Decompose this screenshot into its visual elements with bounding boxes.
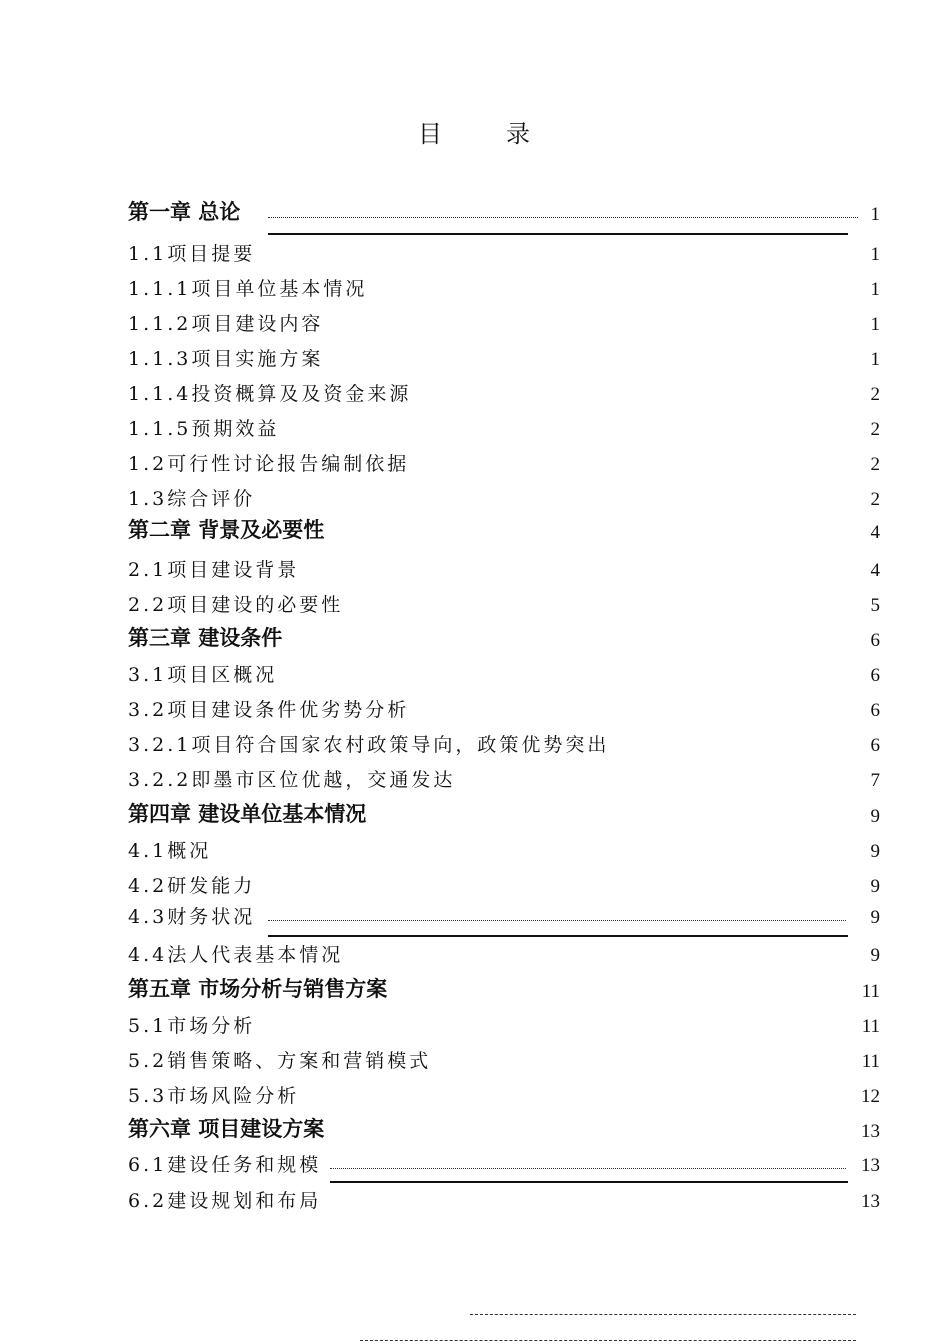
toc-entry[interactable] xyxy=(128,661,880,691)
toc-entry-page: 9 xyxy=(870,806,880,827)
toc-entry-label: 第三章 建设条件 xyxy=(128,626,283,650)
footer-rule xyxy=(360,1340,856,1341)
toc-entry-label: 1.1.5预期效益 xyxy=(128,418,280,440)
toc-entry[interactable] xyxy=(128,310,880,340)
toc-entry-page: 11 xyxy=(861,1016,880,1037)
toc-entry-label: 第五章 市场分析与销售方案 xyxy=(128,977,388,1001)
toc-entry-chapter-2[interactable] xyxy=(128,518,880,548)
toc-entry-label: 1.1.3项目实施方案 xyxy=(128,348,324,370)
toc-entry[interactable] xyxy=(128,345,880,375)
toc-entry-page: 1 xyxy=(870,204,880,225)
toc-entry[interactable] xyxy=(128,696,880,726)
toc-entry-page: 13 xyxy=(861,1155,880,1176)
toc-entry[interactable] xyxy=(128,1187,880,1217)
toc-entry-page: 2 xyxy=(870,454,880,475)
toc-entry-label: 1.1项目提要 xyxy=(128,243,256,265)
toc-entry[interactable] xyxy=(128,1151,880,1181)
toc-entry-page: 6 xyxy=(870,630,880,651)
toc-entry-label: 1.1.4投资概算及及资金来源 xyxy=(128,383,412,405)
toc-entry-label: 第四章 建设单位基本情况 xyxy=(128,802,367,826)
toc-entry[interactable] xyxy=(128,380,880,410)
toc-entry[interactable] xyxy=(128,903,880,933)
toc-entry-page: 9 xyxy=(870,945,880,966)
toc-entry-label: 1.1.1项目单位基本情况 xyxy=(128,278,368,300)
toc-entry-page: 4 xyxy=(870,560,880,581)
toc-entry-chapter-5[interactable] xyxy=(128,977,880,1007)
toc-entry-label: 第一章 总论 xyxy=(128,200,241,224)
toc-entry[interactable] xyxy=(128,1082,880,1112)
toc-entry-label: 2.2项目建设的必要性 xyxy=(128,594,344,616)
toc-entry-label: 1.2可行性讨论报告编制依据 xyxy=(128,453,410,475)
toc-entry[interactable] xyxy=(128,450,880,480)
toc-entry-page: 11 xyxy=(861,1051,880,1072)
toc-entry-label: 4.3财务状况 xyxy=(128,906,256,928)
toc-entry[interactable] xyxy=(128,766,880,796)
toc-entry-page: 1 xyxy=(870,314,880,335)
toc-entry-page: 2 xyxy=(870,419,880,440)
toc-entry-label: 5.1市场分析 xyxy=(128,1015,256,1037)
toc-entry-page: 6 xyxy=(870,665,880,686)
toc-entry-label: 6.1建设任务和规模 xyxy=(128,1154,322,1176)
toc-entry-label: 3.1项目区概况 xyxy=(128,664,278,686)
toc-entry[interactable] xyxy=(128,415,880,445)
toc-entry[interactable] xyxy=(128,275,880,305)
toc-entry-page: 1 xyxy=(870,244,880,265)
toc-entry-chapter-6[interactable] xyxy=(128,1117,880,1147)
toc-entry-label: 4.2研发能力 xyxy=(128,875,256,897)
toc-entry-chapter-1[interactable] xyxy=(128,200,880,230)
toc-entry-label: 3.2.2即墨市区位优越，交通发达 xyxy=(128,769,456,791)
toc-entry-label: 第二章 背景及必要性 xyxy=(128,518,325,542)
toc-entry-page: 7 xyxy=(870,770,880,791)
toc-entry[interactable] xyxy=(128,1047,880,1077)
title-char-mu: 目 xyxy=(418,120,444,148)
title-char-lu: 录 xyxy=(506,120,532,148)
toc-entry[interactable] xyxy=(128,591,880,621)
rule-line xyxy=(268,935,848,937)
dot-leader xyxy=(268,217,858,218)
toc-entry-page: 5 xyxy=(870,595,880,616)
toc-entry-label: 第六章 项目建设方案 xyxy=(128,1117,325,1141)
toc-entry[interactable] xyxy=(128,240,880,270)
toc-entry[interactable] xyxy=(128,731,880,761)
toc-entry-page: 2 xyxy=(870,384,880,405)
toc-entry-chapter-3[interactable] xyxy=(128,626,880,656)
dot-leader xyxy=(330,1168,846,1169)
toc-entry-page: 6 xyxy=(870,735,880,756)
rule-line xyxy=(330,1181,848,1183)
toc-entry[interactable] xyxy=(128,485,880,515)
toc-entry-page: 1 xyxy=(870,349,880,370)
toc-entry[interactable] xyxy=(128,1012,880,1042)
toc-entry-label: 2.1项目建设背景 xyxy=(128,559,300,581)
toc-entry-label: 5.2销售策略、方案和营销模式 xyxy=(128,1050,432,1072)
toc-entry-page: 4 xyxy=(870,522,880,543)
toc-entry-page: 11 xyxy=(861,981,880,1002)
toc-entry-label: 3.2.1项目符合国家农村政策导向，政策优势突出 xyxy=(128,734,610,756)
toc-entry-page: 9 xyxy=(870,907,880,928)
toc-entry-label: 6.2建设规划和布局 xyxy=(128,1190,322,1212)
toc-entry-label: 1.1.2项目建设内容 xyxy=(128,313,324,335)
toc-entry-page: 6 xyxy=(870,700,880,721)
toc-entry[interactable] xyxy=(128,941,880,971)
toc-entry[interactable] xyxy=(128,837,880,867)
toc-entry[interactable] xyxy=(128,556,880,586)
toc-entry-label: 1.3综合评价 xyxy=(128,488,256,510)
toc-entry-page: 9 xyxy=(870,841,880,862)
toc-entry-page: 13 xyxy=(861,1191,880,1212)
toc-entry-page: 1 xyxy=(870,279,880,300)
toc-entry-label: 4.4法人代表基本情况 xyxy=(128,944,344,966)
toc-entry-page: 12 xyxy=(861,1086,880,1107)
toc-entry-chapter-4[interactable] xyxy=(128,802,880,832)
footer-rule xyxy=(470,1314,856,1315)
toc-entry-label: 5.3市场风险分析 xyxy=(128,1085,300,1107)
toc-entry-page: 2 xyxy=(870,489,880,510)
toc-entry-label: 4.1概况 xyxy=(128,840,212,862)
toc-entry-label: 3.2项目建设条件优劣势分析 xyxy=(128,699,410,721)
rule-line xyxy=(268,233,848,235)
toc-entry[interactable] xyxy=(128,872,880,902)
toc-entry-page: 9 xyxy=(870,876,880,897)
dot-leader xyxy=(268,920,846,921)
toc-entry-page: 13 xyxy=(861,1121,880,1142)
